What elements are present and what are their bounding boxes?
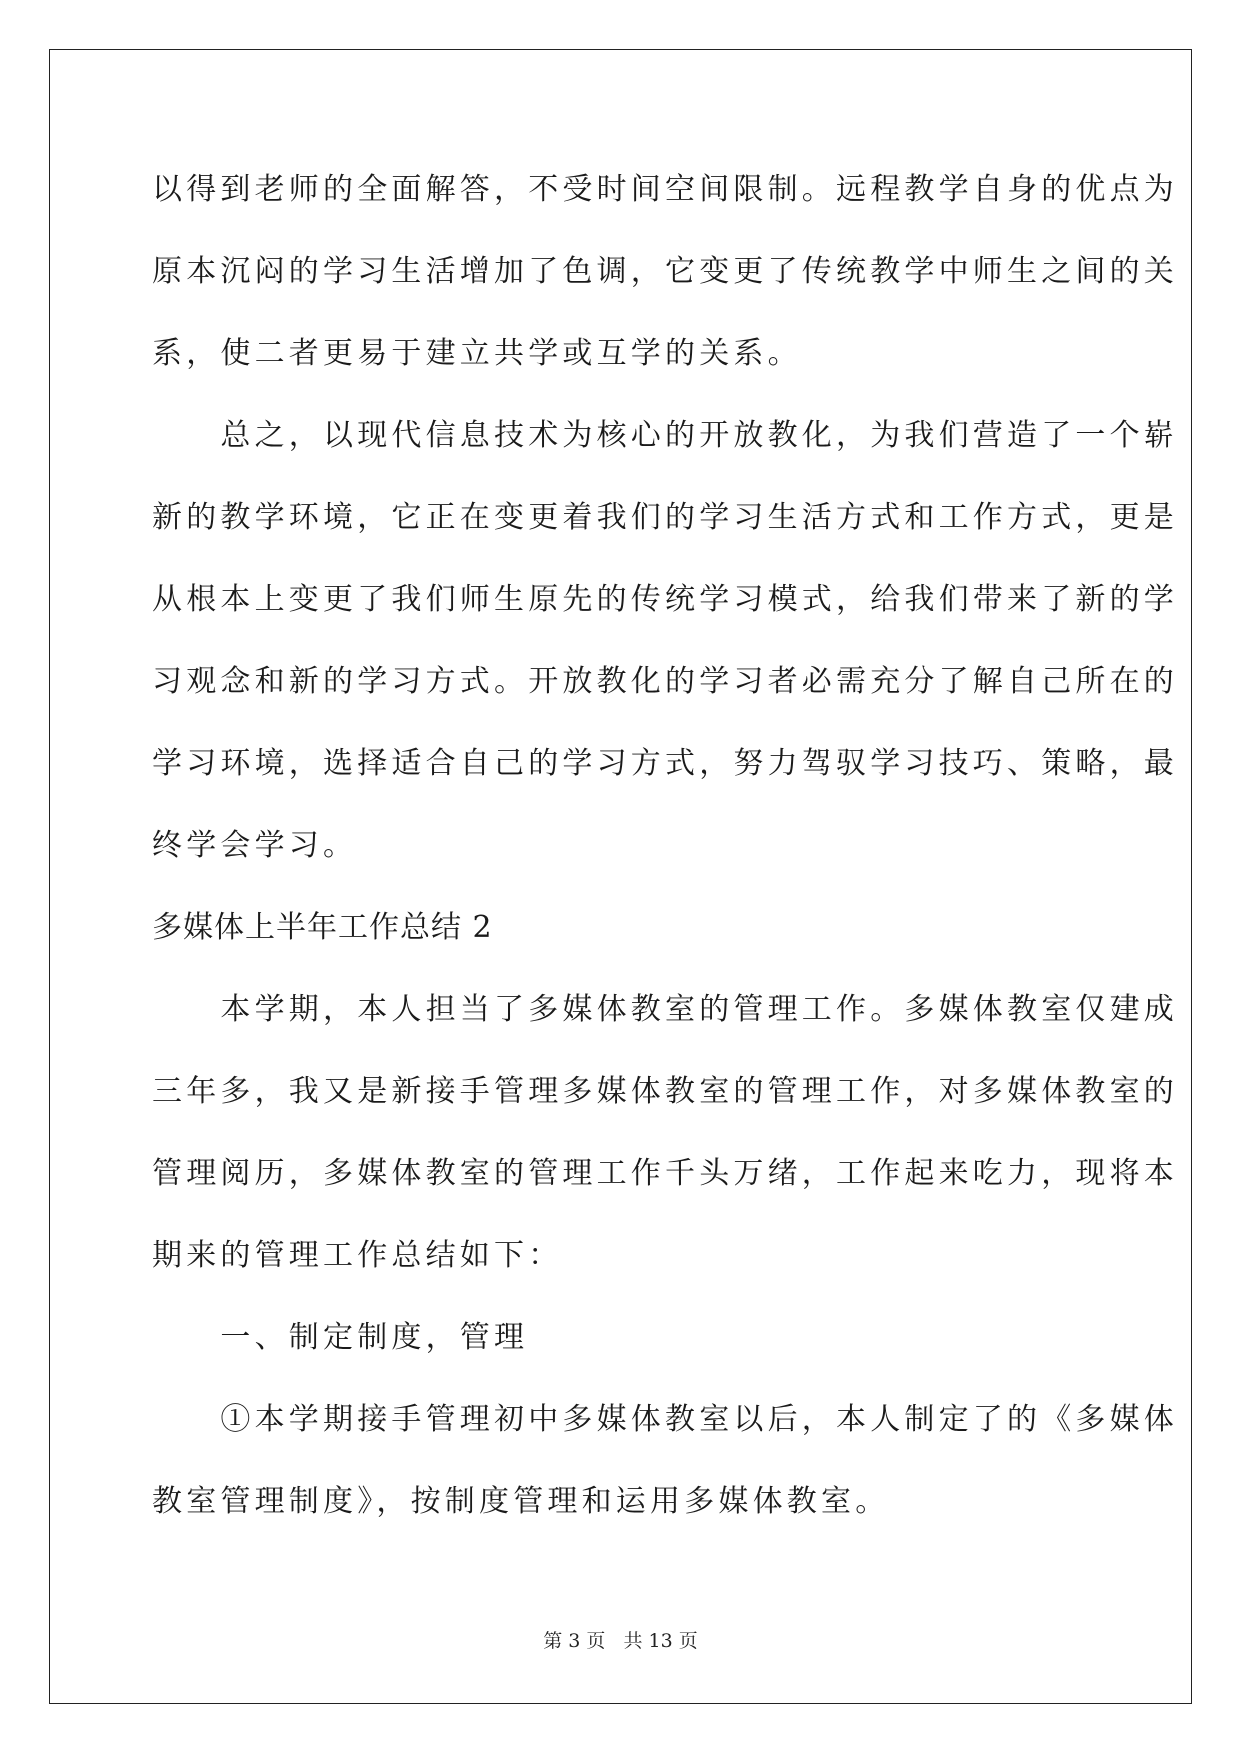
body-line: 系，使二者更易于建立共学或互学的关系。 (152, 336, 802, 371)
body-line: 本学期，本人担当了多媒体教室的管理工作。多媒体教室仅建成 (152, 992, 1178, 1027)
page-total: 共 13 页 (623, 1630, 698, 1652)
body-line: 从根本上变更了我们师生原先的传统学习模式，给我们带来了新的学 (152, 582, 1178, 617)
body-line: ①本学期接手管理初中多媒体教室以后，本人制定了的《多媒体 (152, 1402, 1178, 1437)
body-line: 习观念和新的学习方式。开放教化的学习者必需充分了解自己所在的 (152, 664, 1178, 699)
body-line: 管理阅历，多媒体教室的管理工作千头万绪，工作起来吃力，现将本 (152, 1156, 1178, 1191)
body-line: 教室管理制度》，按制度管理和运用多媒体教室。 (152, 1484, 890, 1519)
body-line: 期来的管理工作总结如下： (152, 1238, 563, 1273)
body-line: 学习环境，选择适合自己的学习方式，努力驾驭学习技巧、策略，最 (152, 746, 1178, 781)
body-line: 以得到老师的全面解答，不受时间空间限制。远程教学自身的优点为 (152, 172, 1178, 207)
page-number: 第 3 页 (543, 1630, 606, 1652)
subsection-heading: 一、制定制度，管理 (152, 1320, 529, 1355)
body-line: 原本沉闷的学习生活增加了色调，它变更了传统教学中师生之间的关 (152, 254, 1178, 289)
body-line: 总之，以现代信息技术为核心的开放教化，为我们营造了一个崭 (152, 418, 1178, 453)
section-heading: 多媒体上半年工作总结 2 (152, 910, 493, 945)
page-footer (0, 1626, 1241, 1653)
body-line: 终学会学习。 (152, 828, 358, 863)
document-body (152, 160, 1178, 1554)
body-line: 新的教学环境，它正在变更着我们的学习生活方式和工作方式，更是 (152, 500, 1178, 535)
body-line: 三年多，我又是新接手管理多媒体教室的管理工作，对多媒体教室的 (152, 1074, 1178, 1109)
